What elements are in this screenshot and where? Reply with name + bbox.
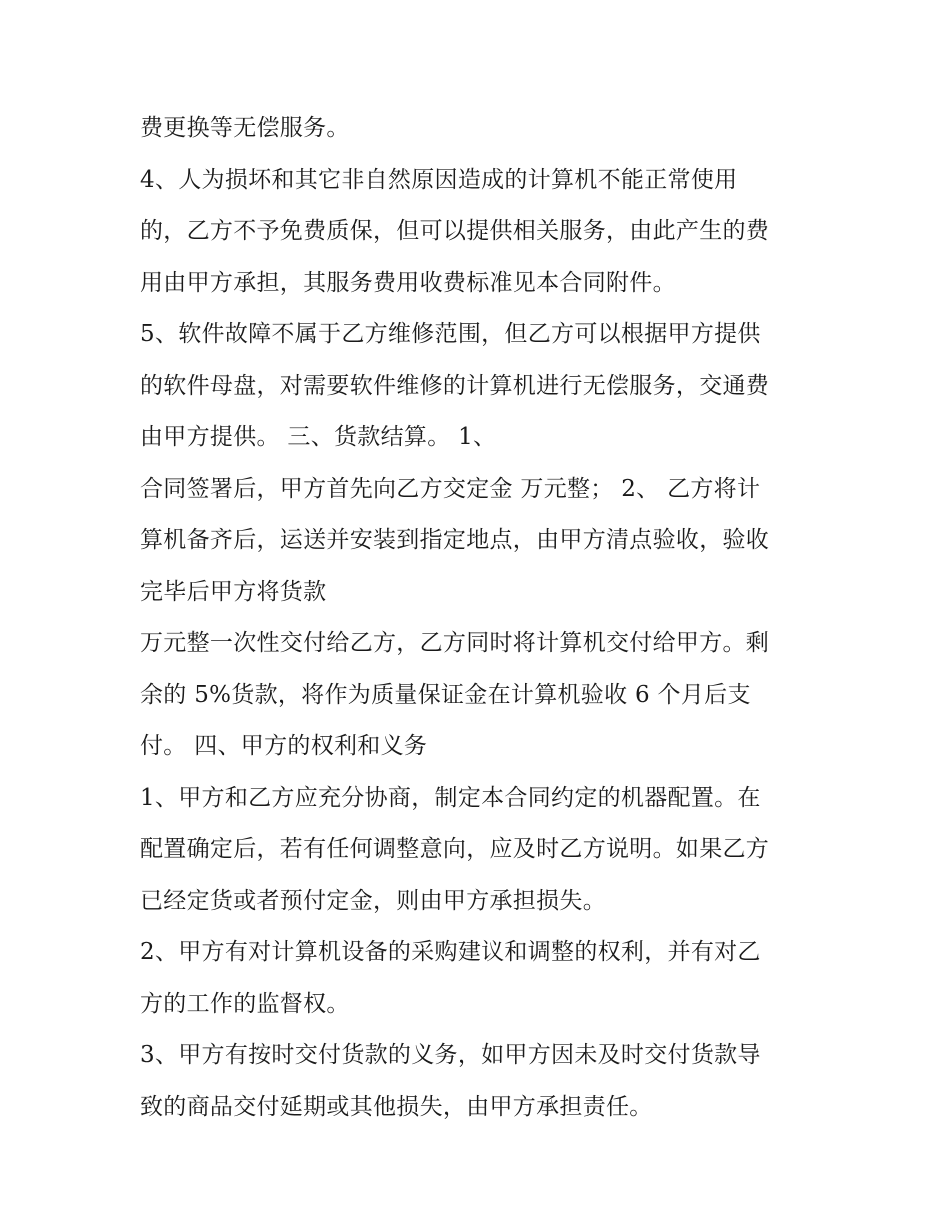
text-line: 的软件母盘，对需要软件维修的计算机进行无偿服务，交通费 <box>140 372 770 399</box>
text-line: 致的商品交付延期或其他损失，由甲方承担责任。 <box>140 1093 653 1120</box>
text-line: 费更换等无偿服务。 <box>140 115 350 141</box>
text-line: 已经定货或者预付定金，则由甲方承担损失。 <box>140 887 606 914</box>
text-line: 余的 5%货款，将作为质量保证金在计算机验收 6 个月后支 <box>140 681 751 708</box>
text-line: 4、人为损坏和其它非自然原因造成的计算机不能正常使用 <box>140 166 738 193</box>
text-line: 方的工作的监督权。 <box>140 990 350 1017</box>
text-line: 的，乙方不予免费质保，但可以提供相关服务，由此产生的费 <box>140 218 770 244</box>
text-line: 付。 四、甲方的权利和义务 <box>140 733 428 759</box>
text-line: 用由甲方承担，其服务费用收费标准见本合同附件。 <box>140 269 676 296</box>
text-line: 配置确定后，若有任何调整意向，应及时乙方说明。如果乙方 <box>140 836 770 862</box>
text-line: 万元整一次性交付给乙方，乙方同时将计算机交付给甲方。剩 <box>140 630 770 656</box>
text-line: 1、甲方和乙方应充分协商，制定本合同约定的机器配置。在 <box>140 784 761 811</box>
contract-text <box>140 108 830 1138</box>
text-line: 算机备齐后，运送并安装到指定地点，由甲方清点验收，验收 <box>140 527 770 553</box>
text-line: 3、甲方有按时交付货款的义务，如甲方因未及时交付货款导 <box>140 1042 761 1068</box>
text-line: 完毕后甲方将货款 <box>140 578 327 605</box>
text-line: 5、软件故障不属于乙方维修范围，但乙方可以根据甲方提供 <box>140 321 761 347</box>
text-line: 合同签署后，甲方首先向乙方交定金 万元整； 2、 乙方将计 <box>140 475 761 502</box>
text-line: 由甲方提供。 三、货款结算。 1、 <box>140 424 497 450</box>
text-line: 2、甲方有对计算机设备的采购建议和调整的权利，并有对乙 <box>140 939 761 965</box>
